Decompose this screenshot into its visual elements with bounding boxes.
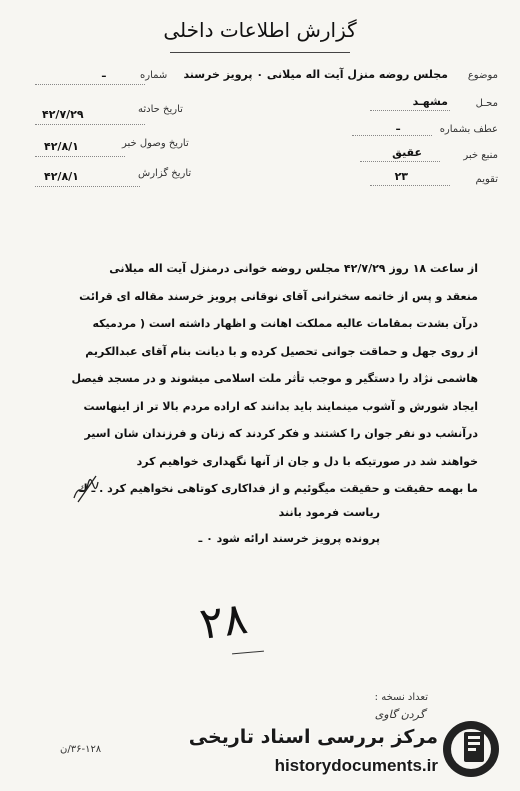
body-line: درآنشب دو نفر جوان را کشتند و فکر کردند که زنان و فرزندان شان اسیر [84,427,478,440]
incident-date-value: ۴۲/۷/۲۹ [42,108,84,121]
receipt-date-dots [35,156,125,157]
location-value: مشهـد [412,95,448,108]
closing-line-1: ریاست فرمود بانند [278,506,380,519]
body-line: از روی جهل و حماقت جوانی تحصیل کرده و با دیانت بنام آقای عبدالکریم [85,344,478,358]
incident-date-dots [35,124,145,125]
number-label: شماره [140,70,168,81]
source-value: عقیق [392,146,422,159]
page-number: ۲۸ [196,592,251,651]
copies-handwritten: گردن گاوی [374,708,425,721]
body-line: درآن بشدت بمقامات عالیه مملکت اهانت و اظهار داشته است ( مردمیکه [92,317,478,330]
title-underline [170,52,350,53]
reference-code: ۳۶-۱۲۸/ن [60,744,102,755]
body-line: هاشمی نژاد را دستگیر و موجب تأثر ملت اسلامی میشوند و در مسجد فیصل [71,372,478,385]
location-dots [370,110,450,111]
subject-label: موضوع [467,70,498,81]
watermark-url[interactable]: historydocuments.ir [274,756,438,775]
copies-label: تعداد نسخه : [374,692,428,703]
body-line: ایجاد شورش و آشوب مینمایند باید بدانند که اراده مردم بالا تر از اینهاست [83,399,478,413]
report-date-dots [35,186,140,187]
location-label: محـل [475,98,498,109]
incident-date-label: تاریخ حادثه [138,104,183,115]
archive-logo-icon [440,712,502,786]
report-title: گزارش اطلاعات داخلی [163,18,357,42]
handwritten-signature [70,472,104,506]
reference-number-label: عطف بشماره [439,124,498,135]
subject-value: مجلس روضه منزل آیت اله میلانی ۰ پرویز خرسند [183,68,448,81]
body-line: خواهند شد در صورتیکه با دل و جان از آنها نگهداری خواهیم کرد [136,454,478,468]
body-line: منعقد و پس از خاتمه سخنرانی آقای نوقانی پرویز خرسند مقاله ای قرائت [79,289,478,303]
calendar-dots [370,185,450,186]
page-number-underline [232,651,264,655]
source-dots [360,161,440,162]
report-date-value: ۴۲/۸/۱ [44,170,79,183]
watermark-title: مرکز بررسی اسناد تاریخی [188,726,438,748]
number-value: ـ [102,67,106,80]
source-label: منبع خبر [463,150,498,161]
reference-number-value: ـ [396,120,400,133]
body-line: از ساعت ۱۸ روز ۴۲/۷/۲۹ مجلس روضه خوانی درمنزل آیت اله میلانی [109,262,478,275]
body-line: ما بهمه حقیقت و حقیقت میگوئیم و از فداکاری کوتاهی نخواهیم کرد . ـ ك [77,482,478,495]
number-dots [35,84,145,85]
receipt-date-label: تاریخ وصول خبر [122,138,189,149]
closing-line-2: پرونده پرویز خرسند ارائه شود ۰ ـ [198,532,380,545]
report-body [48,255,478,503]
receipt-date-value: ۴۲/۸/۱ [44,140,79,153]
reference-dots [352,135,432,136]
watermark [188,712,502,786]
calendar-value: ۲۳ [394,170,408,183]
calendar-label: تقویم [475,174,498,185]
report-date-label: تاریخ گزارش [138,168,192,179]
